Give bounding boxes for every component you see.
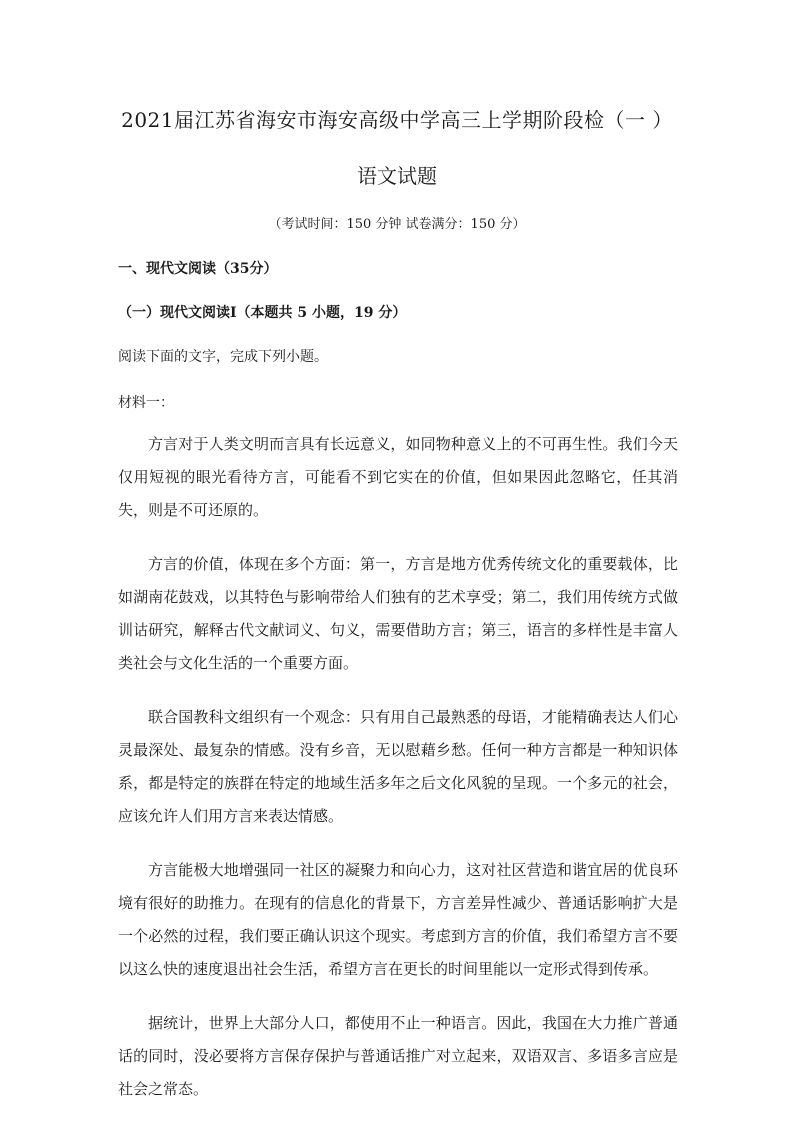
exam-info: （考试时间：150 分钟 试卷满分：150 分） (268, 217, 526, 232)
passage-paragraph: 方言对于人类文明而言具有长远意义，如同物种意义上的不可再生性。我们今天仅用短视的眼光看待方言，可能看不到它实在的价值，但如果因此忽略它，任其消失，则是不可还原的。 (118, 435, 678, 519)
passage-paragraph: 方言能极大地增强同一社区的凝聚力和向心力，这对社区营造和谐宜居的优良环境有很好的助推力。在现有的信息化的背景下，方言差异性减少、普通话影响扩大是一个必然的过程，我们要正确认识这个现实。考虑到方言的价值，我们希望方言不要以这么快的速度退出社会生活，希望方言在更长的时间里能以一定形式得到传承。 (118, 861, 678, 978)
material-label: 材料一： (118, 395, 174, 411)
subsection-heading: （一）现代文阅读Ⅰ（本题共 5 小题，19 分） (118, 305, 407, 321)
reading-instruction: 阅读下面的文字，完成下列小题。 (118, 349, 328, 365)
passage-paragraph: 据统计，世界上大部分人口，都使用不止一种语言。因此，我国在大力推广普通话的同时，没必要将方言保存保护与普通话推广对立起来，双语双言、多语多言应是社会之常态。 (118, 1014, 678, 1098)
passage-paragraph: 联合国教科文组织有一个观念：只有用自己最熟悉的母语，才能精确表达人们心灵最深处、最复杂的情感。没有乡音，无以慰藉乡愁。任何一种方言都是一种知识体系，都是特定的族群在特定的地域生活多年之后文化风貌的呈现。一个多元的社会，应该允许人们用方言来表达情感。 (118, 708, 678, 825)
passage-body (118, 428, 678, 1127)
section-heading: 一、现代文阅读（35分） (118, 261, 278, 277)
passage-paragraph: 方言的价值，体现在多个方面：第一，方言是地方优秀传统文化的重要载体，比如湖南花鼓戏，以其特色与影响带给人们独有的艺术享受；第二，我们用传统方式做训诂研究，解释古代文献词义、句义，需要借助方言；第三，语言的多样性是丰富人类社会与文化生活的一个重要方面。 (118, 555, 678, 672)
document-subtitle: 语文试题 (357, 164, 437, 188)
document-title: 2021届江苏省海安市海安高级中学高三上学期阶段检（一 ） (121, 108, 673, 132)
